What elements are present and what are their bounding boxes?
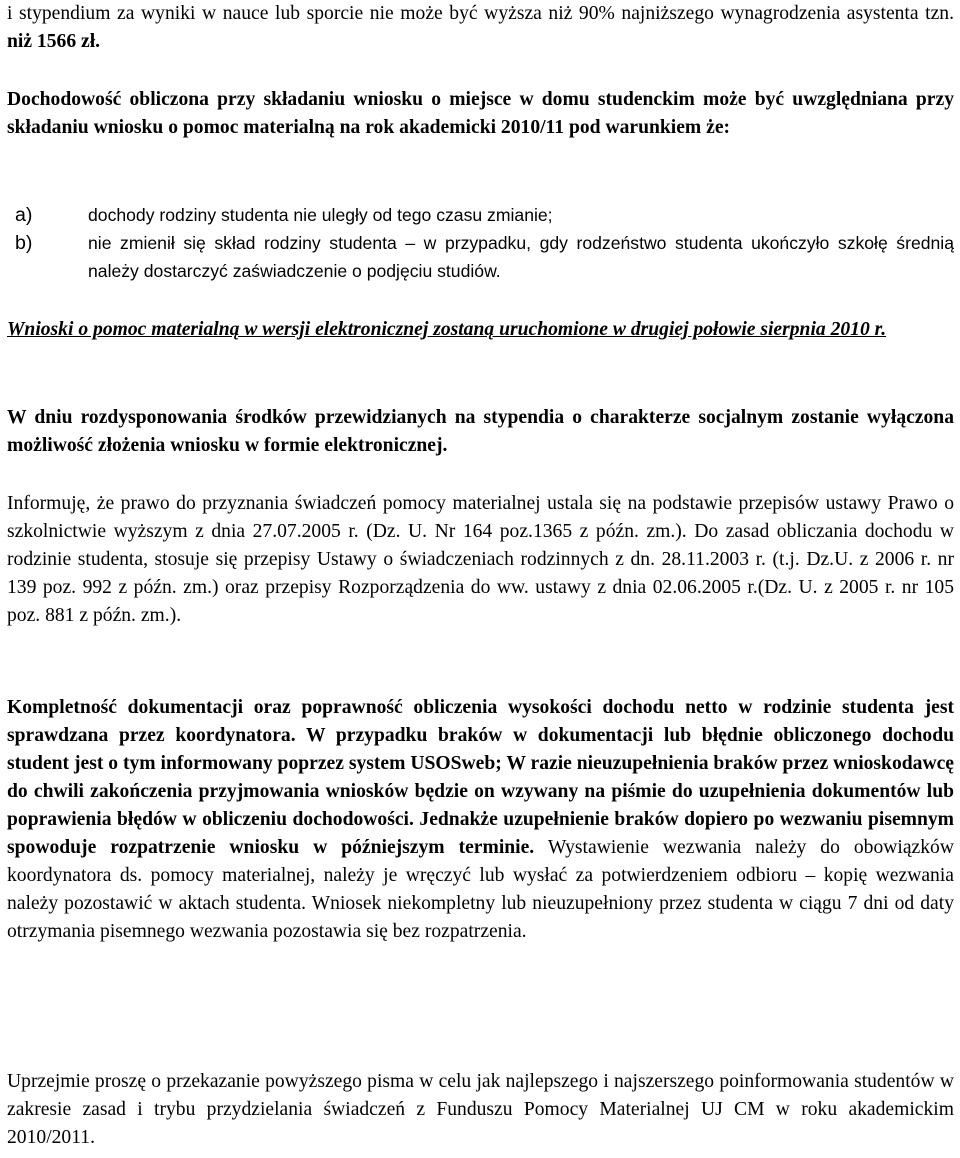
paragraph-kompletnosc — [7, 694, 954, 946]
paragraph-normal-part: Wystawienie wezwania należy do obowiązków koordynatora ds. pomocy materialnej, należy je wręczyć lub wysłać za potwierdzeniem odbioru – kopię wezwania należy pozostawić w aktach studenta. Wniosek niekompletny lub nieuzupełniony przez studenta w ciągu 7 dni od daty otrzymania pisemnego wezwania pozostawia się bez rozpatrzenia. — [7, 837, 954, 942]
paragraph-stypendium-limit — [7, 0, 954, 56]
list-marker: a) — [15, 204, 33, 226]
list-item — [7, 229, 954, 285]
amount-limit: niż 1566 zł. — [7, 31, 101, 52]
paragraph-dochodowosc: Dochodowość obliczona przy składaniu wniosku o miejsce w domu studenckim może być uwzględniana przy składaniu wniosku o pomoc materialną na rok akademicki 2010/11 pod warunkiem że: — [7, 89, 954, 138]
paragraph-rozdysponowanie: W dniu rozdysponowania środków przewidzianych na stypendia o charakterze socjalnym zostanie wyłączona możliwość złożenia wniosku w formie elektronicznej. — [7, 407, 954, 456]
paragraph-wnioski-elektroniczne: Wnioski o pomoc materialną w wersji elektronicznej zostaną uruchomione w drugiej połowie sierpnia 2010 r. — [7, 319, 887, 340]
list-item-text: dochody rodziny studenta nie uległy od tego czasu zmianie; — [88, 205, 553, 225]
paragraph-text: i stypendium za wyniki w nauce lub sporcie nie może być wyższa niż 90% najniższego wynagrodzenia asystenta tzn. — [7, 3, 954, 24]
paragraph-prosba: Uprzejmie proszę o przekazanie powyższego pisma w celu jak najlepszego i najszerszego poinformowania studentów w zakresie zasad i trybu przydzielania świadczeń z Funduszu Pomocy Materialnej UJ CM w roku akademickim 2010/2011. — [7, 1071, 954, 1148]
list-item — [7, 201, 954, 229]
conditions-list — [7, 201, 954, 285]
paragraph-podstawa-prawna: Informuję, że prawo do przyznania świadczeń pomocy materialnej ustala się na podstawie przepisów ustawy Prawo o szkolnictwie wyższym z dnia 27.07.2005 r. (Dz. U. Nr 164 poz.1365 z późn. zm.). Do zasad obliczania dochodu w rodzinie studenta, stosuje się przepisy Ustawy o świadczeniach rodzinnych z dn. 28.11.2003 r. (t.j. Dz.U. z 2006 r. nr 139 poz. 992 z późn. zm.) oraz przepisy Rozporządzenia do ww. ustawy z dnia 02.06.2005 r.(Dz. U. z 2005 r. nr 105 poz. 881 z późn. zm.). — [7, 493, 954, 626]
list-item-text: nie zmienił się skład rodziny studenta – w przypadku, gdy rodzeństwo studenta ukończyło szkołę średnią należy dostarczyć zaświadczenie o podjęciu studiów. — [88, 233, 954, 281]
list-marker: b) — [15, 232, 33, 254]
paragraph-bold-part: Kompletność dokumentacji oraz poprawność obliczenia wysokości dochodu netto w rodzinie studenta jest sprawdzana przez koordynatora. W przypadku braków w dokumentacji lub błędnie obliczonego dochodu student jest o tym informowany poprzez system USOSweb; W razie nieuzupełnienia braków przez wnioskodawcę do chwili zakończenia przyjmowania wniosków będzie on wzywany na piśmie do uzupełnienia dokumentów lub poprawienia błędów w obliczeniu dochodowości. Jednakże uzupełnienie braków dopiero po wezwaniu pisemnym spowoduje rozpatrzenie wniosku w późniejszym terminie. — [7, 697, 954, 858]
